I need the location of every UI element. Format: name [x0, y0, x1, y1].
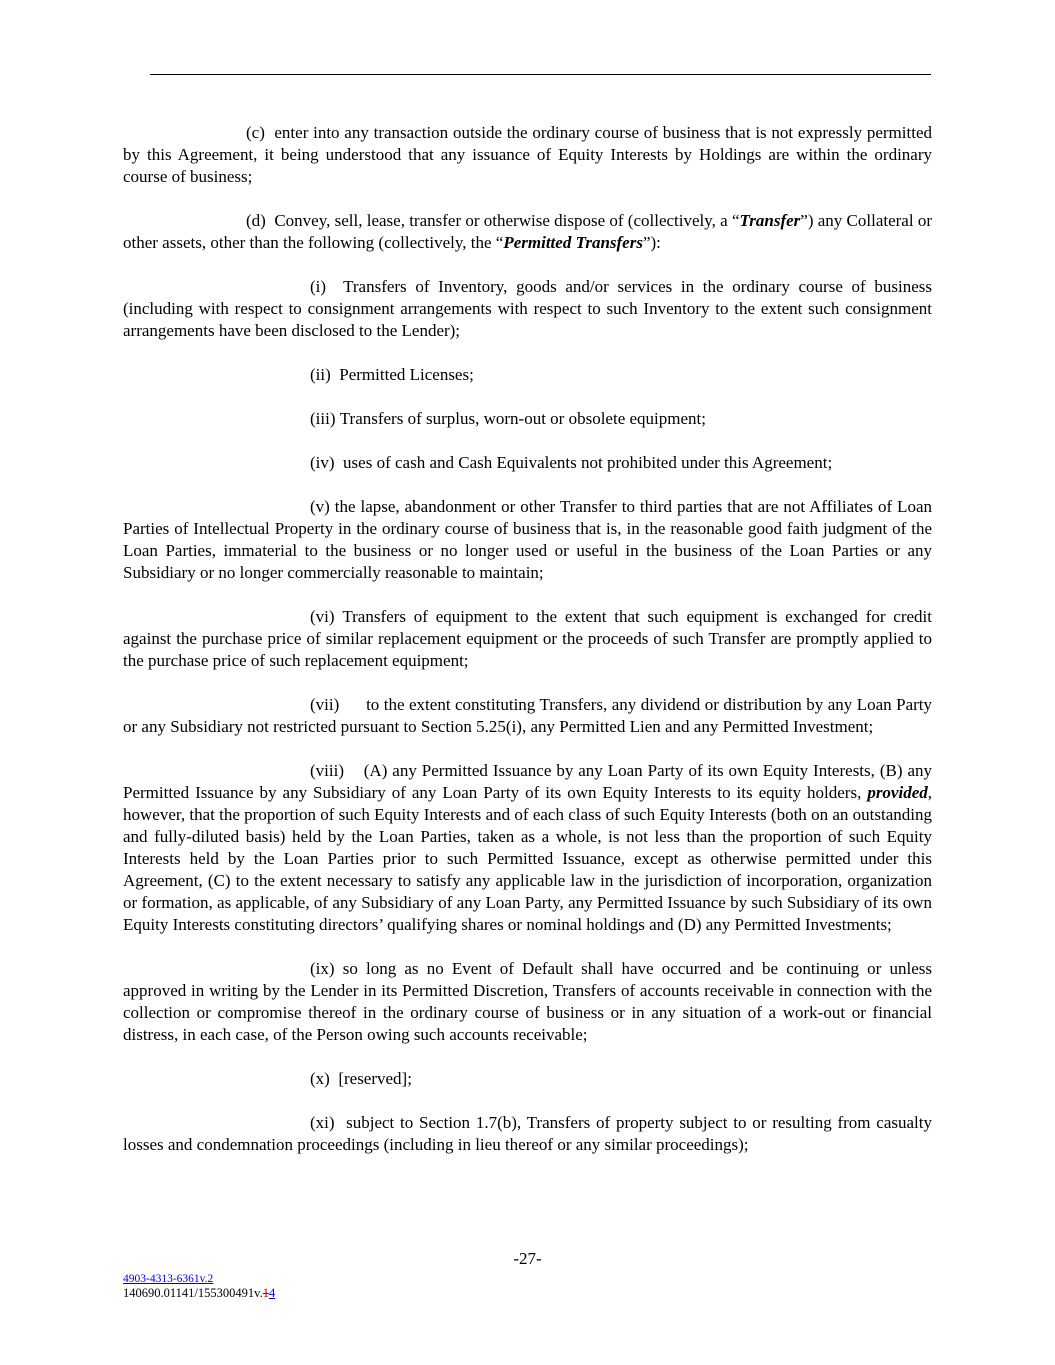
text-run: (iii) Transfers of surplus, worn-out or obsolete equipment; — [310, 409, 706, 428]
footer-doc-id-1: 4903-4313-6361v.2 — [123, 1273, 214, 1285]
footer-doc-id-2-deleted-text: 1 — [262, 1286, 269, 1300]
paragraph — [123, 496, 932, 584]
paragraph — [123, 210, 932, 254]
paragraph — [123, 958, 932, 1046]
text-run: (x) [reserved]; — [310, 1069, 412, 1088]
text-run: , however, that the proportion of such Equity Interests and of each class of such Equity Interests (both on an outstanding and fully-diluted basis) held by the Loan Parties, taken as a whole, is not less than the proportion of such Equity Interests held by the Loan Parties prior to such Permitted Issuance, except as otherwise permitted under this Agreement, (C) to the extent necessary to satisfy any applicable law in the jurisdiction of incorporation, organization or formation, as applicable, of any Subsidiary of any Loan Party, any Permitted Issuance by such Subsidiary of its own Equity Interests constituting directors’ qualifying shares or nominal holdings and (D) any Permitted Investments; — [123, 783, 932, 934]
header-rule — [150, 74, 931, 75]
paragraph — [123, 364, 932, 386]
footer-doc-id-2-inserted-text: 4 — [268, 1286, 276, 1300]
text-run: (ix) so long as no Event of Default shall have occurred and be continuing or unless approved in writing by the Lender in its Permitted Discretion, Transfers of accounts receivable in connection with the collection or compromise thereof in the ordinary course of business or in any situation of a work-out or financial distress, in each case, of the Person owing such accounts receivable; — [123, 959, 932, 1044]
paragraph — [123, 760, 932, 936]
text-run: (iv) uses of cash and Cash Equivalents not prohibited under this Agreement; — [310, 453, 833, 472]
footer-doc-id-2-prefix: 140690.01141/155300491v. — [123, 1286, 263, 1300]
document-body — [123, 122, 932, 1178]
paragraph — [123, 694, 932, 738]
text-run: (v) the lapse, abandonment or other Transfer to third parties that are not Affiliates of Loan Parties of Intellectual Property in the ordinary course of business that is, in the reasonable good faith judgment of the Loan Parties, immaterial to the business or no longer used or useful in the business of the Loan Parties or any Subsidiary or no longer commercially reasonable to maintain; — [123, 497, 932, 582]
paragraph — [123, 1112, 932, 1156]
paragraph — [123, 606, 932, 672]
emphasized-term: Permitted Transfers — [503, 233, 643, 252]
footer-doc-id-2 — [123, 1286, 275, 1301]
emphasized-term: provided — [867, 783, 928, 802]
paragraph — [123, 452, 932, 474]
text-run: ”): — [642, 233, 661, 252]
text-run: (xi) subject to Section 1.7(b), Transfers of property subject to or resulting from casualty losses and condemnation proceedings (including in lieu thereof or any similar proceedings); — [123, 1113, 932, 1154]
paragraph — [123, 1068, 932, 1090]
paragraph — [123, 408, 932, 430]
text-run: (c) enter into any transaction outside the ordinary course of business that is not expressly permitted by this Agreement, it being understood that any issuance of Equity Interests by Holdings are within the ordinary course of business; — [123, 123, 932, 186]
page-number: -27- — [513, 1249, 542, 1268]
paragraph — [123, 122, 932, 188]
text-run: (vi) Transfers of equipment to the extent that such equipment is exchanged for credit against the purchase price of similar replacement equipment or the proceeds of such Transfer are promptly applied to the purchase price of such replacement equipment; — [123, 607, 932, 670]
text-run: ”) any Collateral or other assets, other than the following (collectively, the “ — [123, 211, 932, 252]
text-run: (ii) Permitted Licenses; — [310, 365, 474, 384]
emphasized-term: Transfer — [739, 211, 801, 230]
text-run: (vii) to the extent constituting Transfers, any dividend or distribution by any Loan Party or any Subsidiary not restricted pursuant to Section 5.25(i), any Permitted Lien and any Permitted Investment; — [123, 695, 932, 736]
text-run: (viii) (A) any Permitted Issuance by any Loan Party of its own Equity Interests, (B) any Permitted Issuance by any Subsidiary of any Loan Party of its own Equity Interests to its equity holders, — [123, 761, 932, 802]
text-run: (i) Transfers of Inventory, goods and/or services in the ordinary course of business (including with respect to consignment arrangements with respect to such Inventory to the extent such consignment arrangements have been disclosed to the Lender); — [123, 277, 932, 340]
text-run: (d) Convey, sell, lease, transfer or otherwise dispose of (collectively, a “ — [246, 211, 740, 230]
paragraph — [123, 276, 932, 342]
